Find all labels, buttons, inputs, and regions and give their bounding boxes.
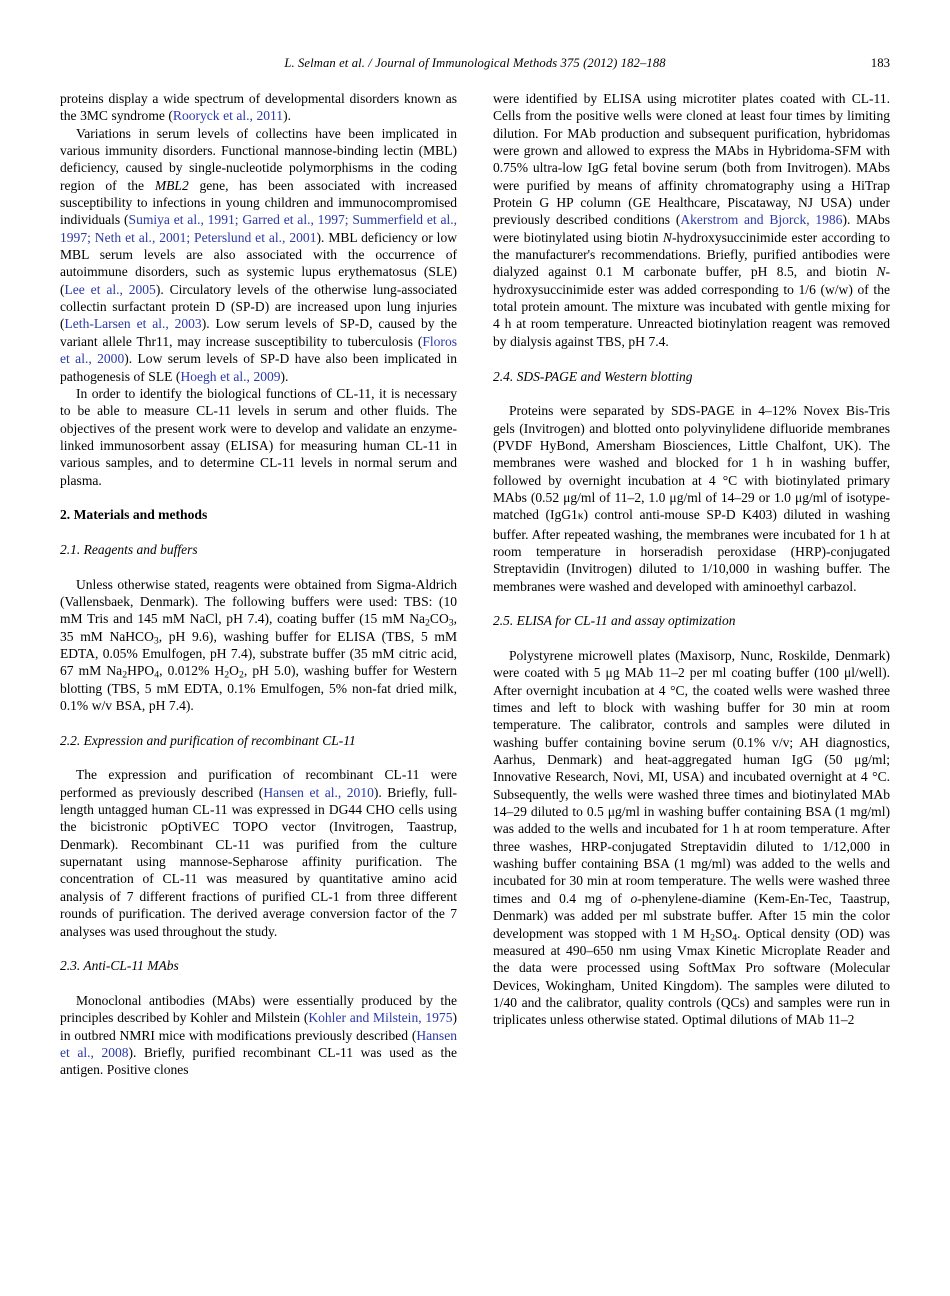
chemical-prefix-italic: o: [630, 890, 638, 906]
spacer: [60, 558, 457, 575]
spacer: [493, 350, 890, 367]
para-text: gene, has been associated with increased susceptibility to infections in young children and immunocompromised individuals (: [60, 177, 457, 228]
spacer: [493, 595, 890, 612]
para-text: ). Circulatory levels of the otherwise lung-associated collectin surfactant protein D (SP-D) are increased upon lung injuries (: [60, 281, 457, 332]
spacer: [60, 940, 457, 957]
para-text: SO: [714, 925, 733, 941]
para-text: ). Low serum levels of SP-D have also been implicated in pathogenesis of SLE (: [60, 351, 457, 384]
paragraph-expression-purification: [60, 766, 457, 939]
para-text: ). Briefly, full-length untagged human CL-11 was expressed in DG44 CHO cells using the bicistronic pOptiVEC TOPO vector (Invitrogen, Taastrup, Denmark). Recombinant CL-11 was purified from the culture supernatant using mannose-Sepharose affinity purification. The concentration of CL-11 was measured by quantitative amino acid analysis of 7 different fractions of purified CL-1 from three different rounds of purification. The derived average conversion factor of the 7 analyses was used throughout the study.: [60, 784, 457, 939]
spacer: [60, 524, 457, 541]
paragraph-mab-production: [493, 90, 890, 350]
citation-link[interactable]: Leth-Larsen et al., 2003: [64, 316, 202, 332]
section-heading-2: 2. Materials and methods: [60, 507, 208, 523]
citation-link[interactable]: Rooryck et al., 2011: [172, 108, 284, 124]
para-text: -hydroxysuccinimide ester was added corresponding to 1/6 (w/w) of the total protein amount. The mixture was incubated with gentle mixing for 4 h at room temperature. Unreacted biotinylation reagent was removed by dialysis against TBS, pH 7.4.: [493, 264, 890, 349]
para-text: Proteins were separated by SDS-PAGE in 4–12% Novex Bis-Tris gels (Invitrogen) and blotted onto polyvinylidene difluoride membranes (PVDF HyBond, Amersham Biosciences, Little Chalfont, UK). The membranes were washed and blocked for 1 h in washing buffer, followed by overnight incubation at 4 °C with biotinylated primary MAbs (0.52 μg/ml of 11–2, 1.0 μg/ml of 14–29 or 1.0 μg/ml of isotype-matched (IgG1: [493, 403, 890, 523]
subsection-heading-2-5: 2.5. ELISA for CL-11 and assay optimization: [493, 613, 736, 629]
citation-link[interactable]: Hansen et al., 2010: [263, 784, 374, 800]
chemical-prefix-italic: N: [662, 229, 672, 245]
para-text: ). MBL deficiency or low MBL serum levels are also associated with the occurrence of autoimmune disorders, such as systemic lupus erythematosus (SLE) (: [60, 229, 457, 297]
para-text: -phenylene-diamine (Kem-En-Tec, Taastrup, Denmark) was added per ml substrate buffer. After 15 min the color development was stopped with 1 M H: [493, 890, 890, 941]
page-number: 183: [870, 56, 890, 70]
subscript: 4: [154, 670, 160, 682]
citation-link[interactable]: Akerstrom and Bjorck, 1986: [680, 212, 843, 228]
paragraph-reagents-buffers: [60, 576, 457, 715]
subscript: 2: [425, 618, 430, 630]
running-head-title: L. Selman et al. / Journal of Immunological Methods 375 (2012) 182–188: [284, 56, 666, 70]
para-text: , pH 5.0), washing buffer for Western blotting (TBS, 5 mM EDTA, 0.1% Emulfogen, 5% non-fat dried milk, 0.1% w/v BSA, pH 7.4).: [60, 663, 457, 714]
subscript: 4: [732, 932, 738, 944]
paragraph-monoclonal-antibodies: [60, 992, 457, 1079]
chemical-prefix-italic: N: [876, 264, 886, 280]
para-text: were identified by ELISA using microtiter plates coated with CL-11. Cells from the positive wells were cloned at least four times by limiting dilution. For MAb production and subsequent purification, hybridomas were grown and allowed to express the MAbs in Hybridoma-SFM with 0.75% ultra-low IgG fetal bovine serum (both from Invitrogen). MAbs were purified by means of affinity chromatography using a HiTrap Protein G HP column (GE Healthcare, Piscataway, NJ USA) under previously described conditions (: [493, 91, 890, 228]
paragraph-objectives: In order to identify the biological functions of CL-11, it is necessary to be able to measure CL-11 levels in serum and other fluids. The objectives of the present work were to develop and validate an enzyme-linked immunosorbent assay (ELISA) for measuring human CL-11 in various samples, and to determine CL-11 levels in normal serum and plasma.: [60, 385, 457, 488]
para-text: HPO: [127, 663, 155, 679]
left-column: [60, 90, 457, 1079]
gene-name-italic: MBL2: [154, 177, 189, 193]
running-head: [60, 56, 890, 76]
para-text: ). MAbs were biotinylated using biotin: [493, 212, 890, 245]
citation-link[interactable]: Hansen et al., 2008: [60, 1027, 457, 1060]
para-text: -hydroxysuccinimide ester according to the manufacturer's recommendations. Briefly, purified antibodies were dialyzed against 0.1 M carbonate buffer, pH 8.5, and biotin: [493, 229, 890, 280]
paragraph-elisa-optimization: [493, 647, 890, 1029]
para-text: The expression and purification of recombinant CL-11 were performed as previously described (: [60, 767, 457, 800]
para-text: ) in outbred NMRI mice with modifications previously described (: [60, 1010, 457, 1043]
citation-link[interactable]: Kohler and Milstein, 1975: [308, 1010, 453, 1026]
citation-link[interactable]: Floros et al., 2000: [60, 333, 457, 367]
paragraph-collectin-variations: [60, 125, 457, 385]
spacer: [60, 975, 457, 992]
subsection-heading-2-2: 2.2. Expression and purification of recombinant CL-11: [60, 732, 356, 748]
subsection-heading-2-4: 2.4. SDS-PAGE and Western blotting: [493, 368, 693, 384]
para-text: ). Briefly, purified recombinant CL-11 was used as the antigen. Positive clones: [60, 1044, 457, 1078]
para-text: Polystyrene microwell plates (Maxisorp, Nunc, Roskilde, Denmark) were coated with 5 μg MAb 11–2 per ml coating buffer (100 μl/well). After overnight incubation at 4 °C, the coated wells were washed three times and left to block with washing buffer for 30 min at room temperature. The calibrator, controls and samples were diluted in washing buffer containing bovine serum (0.1% v/v; AH diagnostics, Aarhus, Denmark) and heat-aggregated human IgG (50 μg/ml; Innovative Research, Novi, MI, USA) and incubated overnight at 4 °C. Subsequently, the wells were washed three times and biotinylated MAb 14–29 diluted to 0.5 μg/ml in washing buffer containing BSA (1 mg/ml) was added to the wells and incubated for 1 h at room temperature. After three washes, HRP-conjugated Streptavidin diluted to 1/12,000 in washing buffer containing BSA (1 mg/ml) was added to the wells and incubated for 30 min at room temperature. The wells were washed three times and 0.4 mg of: [493, 648, 890, 906]
para-text: proteins display a wide spectrum of developmental disorders known as the 3MC syndrome (: [60, 91, 457, 124]
subscript: 2: [710, 932, 715, 944]
spacer: [60, 749, 457, 766]
para-text: Variations in serum levels of collectins have been implicated in various immunity disorders. Functional mannose-binding lectin (MBL) deficiency, caused by single-nucleotide polymorphisms in the coding region of the: [60, 125, 457, 193]
kappa-symbol: κ: [577, 510, 584, 523]
para-text: Unless otherwise stated, reagents were obtained from Sigma-Aldrich (Vallensbaek, Denmark). The following buffers were used: TBS: (10 mM Tris and 145 mM NaCl, pH 7.4), coating buffer (15 mM Na: [60, 576, 457, 627]
paragraph-continuation: [60, 90, 457, 125]
para-text: ).: [280, 368, 289, 384]
para-text: Monoclonal antibodies (MAbs) were essentially produced by the principles described by Kohler and Milstein (: [60, 992, 457, 1026]
spacer: [60, 714, 457, 731]
subscript: 2: [224, 670, 230, 682]
subsection-heading-2-1: 2.1. Reagents and buffers: [60, 541, 198, 557]
para-text: , 0.012% H: [159, 663, 225, 679]
citation-link[interactable]: Lee et al., 2005: [64, 281, 156, 297]
para-text: O: [229, 663, 239, 679]
para-text: CO: [429, 611, 449, 627]
para-text: , 35 mM NaHCO: [60, 611, 457, 644]
subscript: 3: [448, 618, 454, 630]
para-text: ). Low serum levels of SP-D, caused by the variant allele Thr11, may increase susceptibility to tuberculosis (: [60, 316, 457, 349]
subscript: 2: [122, 670, 128, 682]
para-text: , pH 9.6), washing buffer for ELISA (TBS, 5 mM EDTA, 0.05% Emulfogen, pH 7.4), substrate buffer (35 mM citric acid, 67 mM Na: [60, 628, 457, 679]
subscript: 3: [153, 635, 159, 647]
subsection-heading-2-3: 2.3. Anti-CL-11 MAbs: [60, 958, 179, 974]
spacer: [493, 630, 890, 647]
para-text: ) control anti-mouse SP-D K403) diluted in washing buffer. After repeated washing, the membranes were incubated for 1 h at room temperature in horseradish peroxidase (HRP)-conjugated Streptavidin (Invitrogen) diluted to 1/10,000 in washing buffer. The membranes were washed and developed with aminoethyl carbazol.: [493, 507, 890, 594]
citation-link[interactable]: Sumiya et al., 1991; Garred et al., 1997; Summerfield et al., 1997; Neth et al., 2001; Peterslund et al., 2001: [60, 212, 457, 245]
spacer: [60, 489, 457, 506]
para-text: ).: [283, 108, 291, 124]
subscript: 2: [238, 670, 244, 682]
citation-link[interactable]: Hoegh et al., 2009: [180, 368, 281, 384]
right-column: [493, 90, 890, 1029]
para-text: . Optical density (OD) was measured at 490–650 nm using Vmax Kinetic Microplate Reader and the data were processed using SoftMax Pro software (Molecular Devices, Wokingham, United Kingdom). The samples were diluted to 1/40 and the calibrator, quality controls (QCs) and samples were run in triplicates unless otherwise stated. Optimal dilutions of MAb 11–2: [493, 925, 891, 1028]
spacer: [493, 385, 890, 402]
paragraph-sds-page-western: [493, 402, 890, 595]
